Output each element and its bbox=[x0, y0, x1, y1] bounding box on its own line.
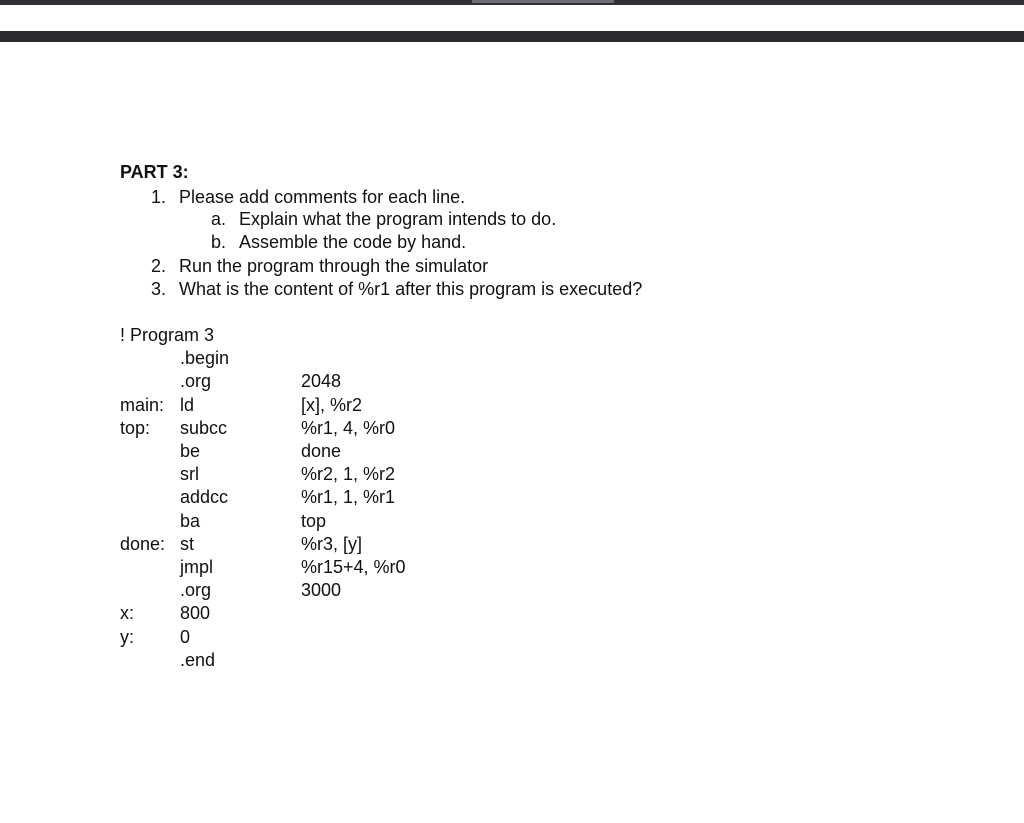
list-number: a. bbox=[211, 209, 227, 229]
code-arg: %r1, 1, %r1 bbox=[301, 487, 396, 507]
code-arg: top bbox=[301, 511, 327, 531]
document-page bbox=[0, 42, 1024, 823]
program-title: ! Program 3 bbox=[120, 325, 215, 345]
list-text: What is the content of %r1 after this program is executed? bbox=[179, 279, 643, 299]
toolbar-bar bbox=[0, 31, 1024, 42]
code-label: y: bbox=[120, 627, 135, 647]
code-op: addcc bbox=[180, 487, 229, 507]
code-op: .org bbox=[180, 580, 212, 600]
code-arg: [x], %r2 bbox=[301, 395, 363, 415]
code-arg: 2048 bbox=[301, 371, 342, 391]
code-op: jmpl bbox=[180, 557, 214, 577]
code-arg: done bbox=[301, 441, 342, 461]
code-arg: 3000 bbox=[301, 580, 342, 600]
list-text: Please add comments for each line. bbox=[179, 187, 466, 207]
list-number: b. bbox=[211, 232, 227, 252]
code-op: srl bbox=[180, 464, 199, 484]
code-op: ld bbox=[180, 395, 195, 415]
code-op: .begin bbox=[180, 348, 230, 368]
code-op: ba bbox=[180, 511, 201, 531]
list-text: Run the program through the simulator bbox=[179, 256, 489, 276]
list-item bbox=[151, 278, 643, 300]
code-op: be bbox=[180, 441, 201, 461]
title-area bbox=[0, 5, 1024, 31]
list-text: Explain what the program intends to do. bbox=[239, 209, 557, 229]
list-item bbox=[151, 186, 466, 208]
part-heading: PART 3: bbox=[120, 162, 189, 182]
list-item bbox=[211, 208, 557, 230]
code-arg: %r2, 1, %r2 bbox=[301, 464, 396, 484]
list-number: 3. bbox=[151, 279, 167, 299]
code-op: subcc bbox=[180, 418, 228, 438]
code-label: top: bbox=[120, 418, 151, 438]
code-label: done: bbox=[120, 534, 166, 554]
code-op: .org bbox=[180, 371, 212, 391]
code-label: main: bbox=[120, 395, 165, 415]
code-op: 0 bbox=[180, 627, 191, 647]
code-op: st bbox=[180, 534, 195, 554]
code-op: 800 bbox=[180, 603, 211, 623]
list-text: Assemble the code by hand. bbox=[239, 232, 467, 252]
list-number: 2. bbox=[151, 256, 167, 276]
list-number: 1. bbox=[151, 187, 167, 207]
code-arg: %r15+4, %r0 bbox=[301, 557, 406, 577]
code-arg: %r1, 4, %r0 bbox=[301, 418, 396, 438]
list-item bbox=[151, 255, 489, 277]
code-arg: %r3, [y] bbox=[301, 534, 363, 554]
list-item bbox=[211, 231, 467, 253]
window-tab-indicator bbox=[472, 0, 614, 3]
code-label: x: bbox=[120, 603, 135, 623]
code-op: .end bbox=[180, 650, 216, 670]
